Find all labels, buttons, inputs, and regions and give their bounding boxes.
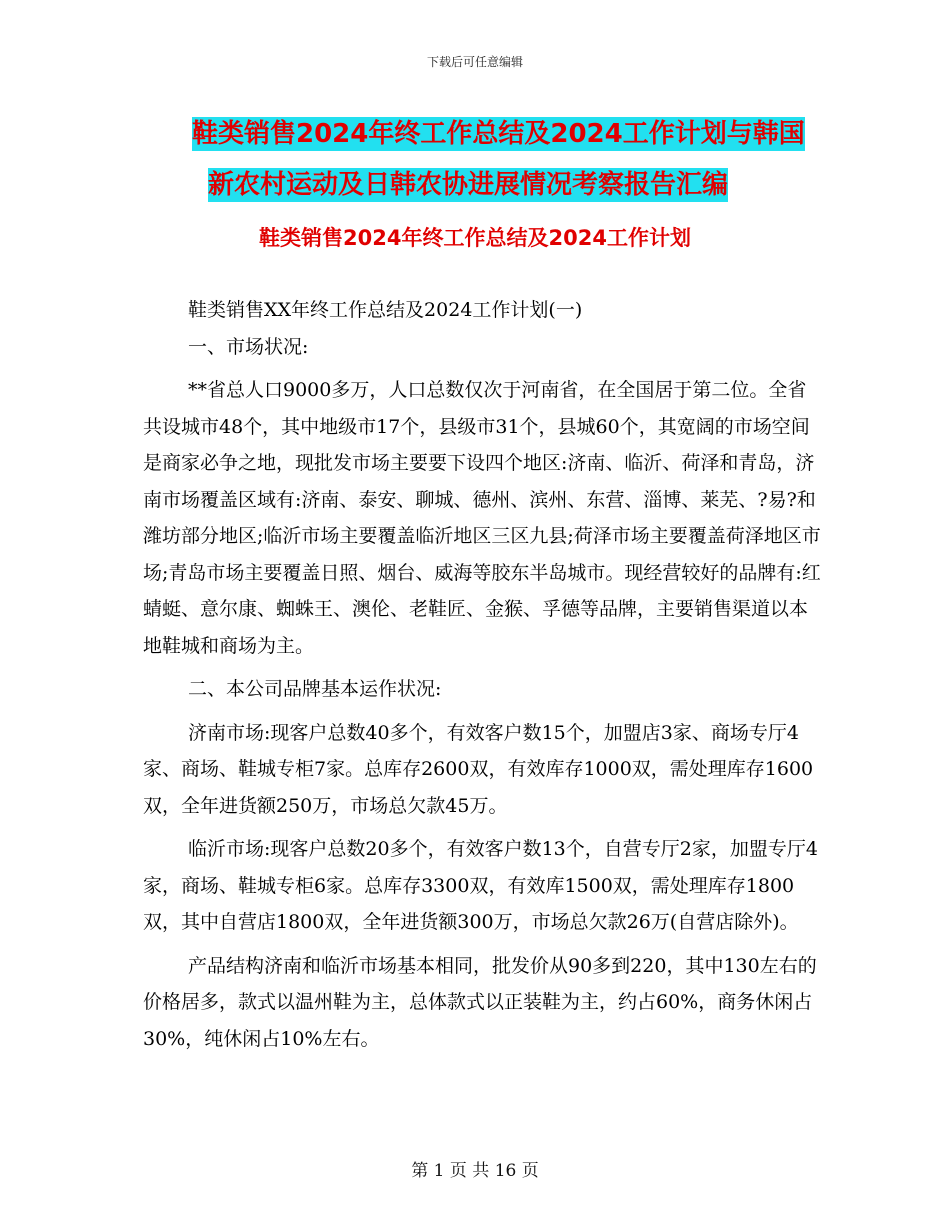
paragraph: 一、市场状况: <box>188 335 309 358</box>
paragraph: 产品结构济南和临沂市场基本相同，批发价从90多到220，其中130左右的价格居多，款式以温州鞋为主，总体款式以正装鞋为主，约占60%，商务休闲占30%，纯休闲占10%左右。 <box>143 954 817 1050</box>
document-body <box>143 292 823 1057</box>
document-title <box>192 110 832 209</box>
paragraph: 鞋类销售XX年终工作总结及2024工作计划(一) <box>188 299 583 321</box>
paragraph: 临沂市场:现客户总数20多个，有效客户数13个，自营专厅2家，加盟专厅4家，商场、鞋城专柜6家。总库存3300双，有效库1500双，需处理库存1800双，其中自营店1800双，全年进货额300万，市场总欠款26万(自营店除外)。 <box>143 838 818 933</box>
paragraph: 二、本公司品牌基本运作状况: <box>188 678 442 700</box>
title-line-1-text: 鞋类销售2024年终工作总结及2024工作计划与韩国 <box>192 119 805 149</box>
title-line-2-text: 新农村运动及日韩农协进展情况考察报告汇编 <box>208 170 729 200</box>
paragraph: 济南市场:现客户总数40多个，有效客户数15个，加盟店3家、商场专厅4家、商场、鞋城专柜7家。总库存2600双，有效库存1000双，需处理库存1600双，全年进货额250万，市场总欠款45万。 <box>143 721 814 817</box>
title-line-1 <box>192 110 832 158</box>
page-footer: 第 1 页 共 16 页 <box>411 1161 539 1181</box>
header-note: 下载后可任意编辑 <box>426 55 523 69</box>
paragraph: **省总人口9000多万，人口总数仅次于河南省，在全国居于第二位。全省共设城市48个，其中地级市17个，县级市31个，县城60个，其宽阔的市场空间是商家必争之地，现批发市场主要要下设四个地区:济南、临沂、荷泽和青岛，济南市场覆盖区域有:济南、泰安、聊城、德州、滨州、东营、淄博、莱芜、?易?和潍坊部分地区;临沂市场主要覆盖临沂地区三区九县;荷泽市场主要覆盖荷泽地区市场;青岛市场主要覆盖日照、烟台、威海等胶东半岛城市。现经营较好的品牌有:红蜻蜓、意尔康、蜘蛛王、澳伦、老鞋匠、金猴、孚德等品牌，主要销售渠道以本地鞋城和商场为主。 <box>143 379 821 657</box>
title-line-2 <box>208 161 832 209</box>
section-title: 鞋类销售2024年终工作总结及2024工作计划 <box>259 226 691 250</box>
